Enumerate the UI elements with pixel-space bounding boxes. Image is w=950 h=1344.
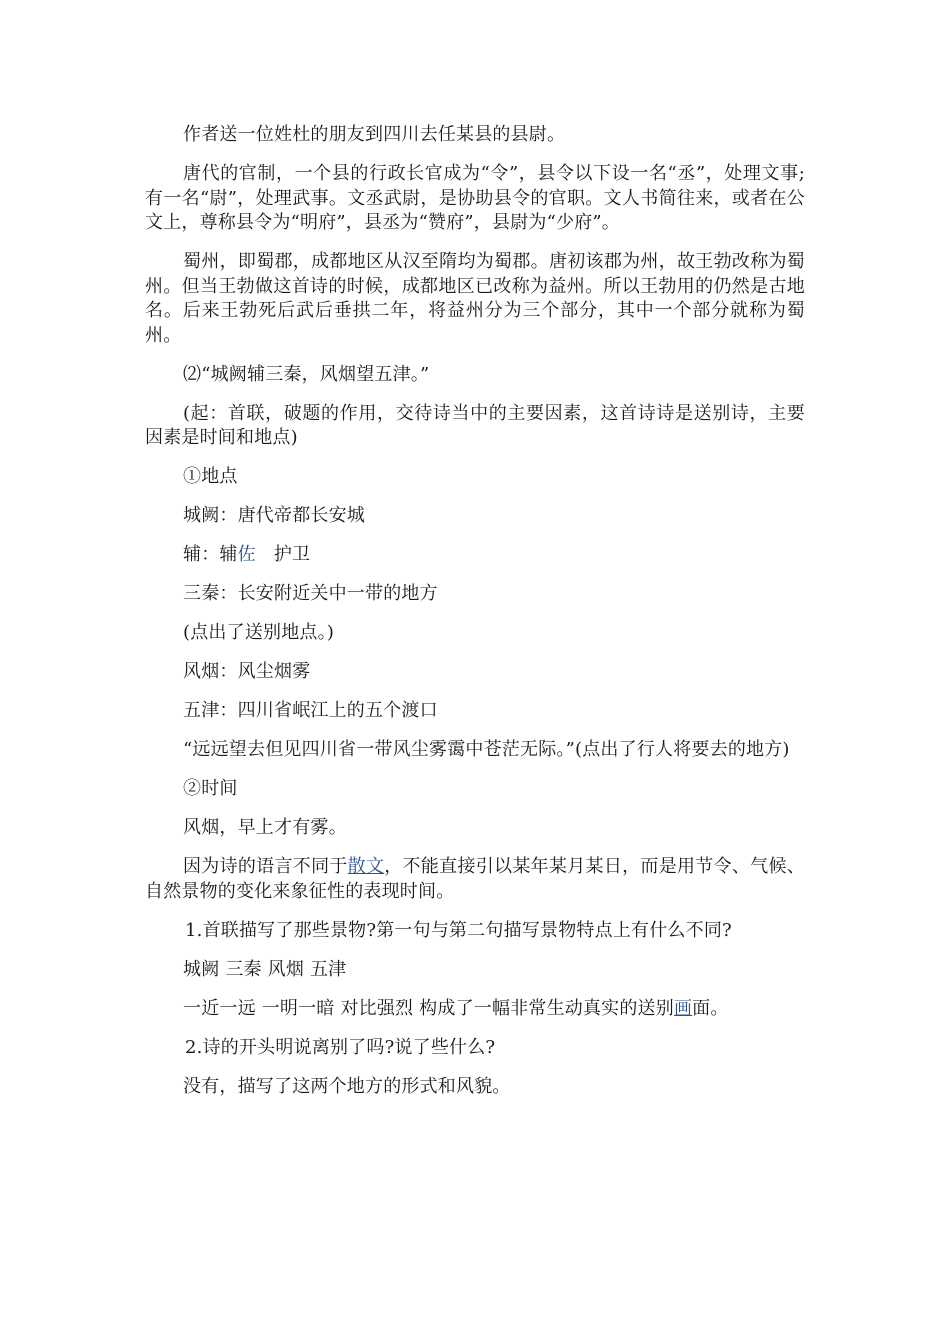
paragraph-time-heading: ②时间 <box>183 778 238 799</box>
paragraph-farewell-place: (点出了送别地点。) <box>183 622 335 643</box>
paragraph-shuzhou: 蜀州，即蜀郡，成都地区从汉至隋均为蜀郡。唐初该郡为州，故王勃改称为蜀州。但当王勃做这首诗的时候，成都地区已改称为益州。所以王勃用的仍然是古地名。后来王勃死后武后垂拱二年，将益州分为三个部分，其中一个部分就称为蜀州。 <box>145 251 805 346</box>
zuo-link[interactable]: 佐 <box>237 544 256 565</box>
paragraph-distant-view: “远远望去但见四川省一带风尘雾霭中苍茫无际。”(点出了行人将要去的地方) <box>183 739 790 760</box>
paragraph-official-system: 唐代的官制，一个县的行政长官成为“令”，县令以下设一名“丞”，处理文事;有一名“尉”，处理武事。文丞武尉，是协助县令的官职。文人书简往来，或者在公文上，尊称县令为“明府”，县丞为“赞府”，县尉为“少府”。 <box>145 163 805 233</box>
document-body <box>145 123 805 1114</box>
paragraph-chengque: 城阙：唐代帝都长安城 <box>183 505 365 526</box>
sanwen-link[interactable]: 散文 <box>347 856 385 877</box>
contrast-text-b: 面。 <box>692 997 729 1019</box>
fu-text: 辅：辅 <box>183 544 238 565</box>
paragraph-first-couplet-note: (起：首联，破题的作用，交待诗当中的主要因素，这首诗诗是送别诗，主要因素是时间和地点) <box>145 402 805 448</box>
paragraph-poetic-language <box>145 855 805 904</box>
paragraph-fu <box>145 543 805 568</box>
fu-meaning: 护卫 <box>273 544 311 565</box>
hua-link[interactable]: 画 <box>673 997 693 1019</box>
paragraph-answer-2: 没有，描写了这两个地方的形式和风貌。 <box>183 1075 511 1097</box>
paragraph-fengyan: 风烟：风尘烟雾 <box>183 661 311 682</box>
paragraph-question-1: 1.首联描写了那些景物?第一句与第二句描写景物特点上有什么不同? <box>185 919 732 941</box>
paragraph-sanqin: 三秦：长安附近关中一带的地方 <box>183 583 438 604</box>
poetic-language-text-b: ，不能直接引以某年某月某日，而是用节令、气候、自然景物的变化来象征性的表现时间。 <box>145 856 805 902</box>
paragraph-morning-fog: 风烟，早上才有雾。 <box>183 817 347 838</box>
paragraph-location-heading: ①地点 <box>183 466 238 487</box>
poetic-language-text-a: 因为诗的语言不同于 <box>183 856 348 877</box>
contrast-text-a: 一近一远 一明一暗 对比强烈 构成了一幅非常生动真实的送别 <box>183 997 674 1019</box>
paragraph-scenery-list: 城阙 三秦 风烟 五津 <box>183 958 347 980</box>
paragraph-question-2: 2.诗的开头明说离别了吗?说了些什么? <box>185 1036 496 1058</box>
paragraph-verse-quote: ⑵“城阙辅三秦，风烟望五津。” <box>183 363 430 385</box>
paragraph-contrast <box>145 997 805 1022</box>
paragraph-wujin: 五津：四川省岷江上的五个渡口 <box>183 700 438 721</box>
paragraph-intro: 作者送一位姓杜的朋友到四川去任某县的县尉。 <box>183 124 566 145</box>
